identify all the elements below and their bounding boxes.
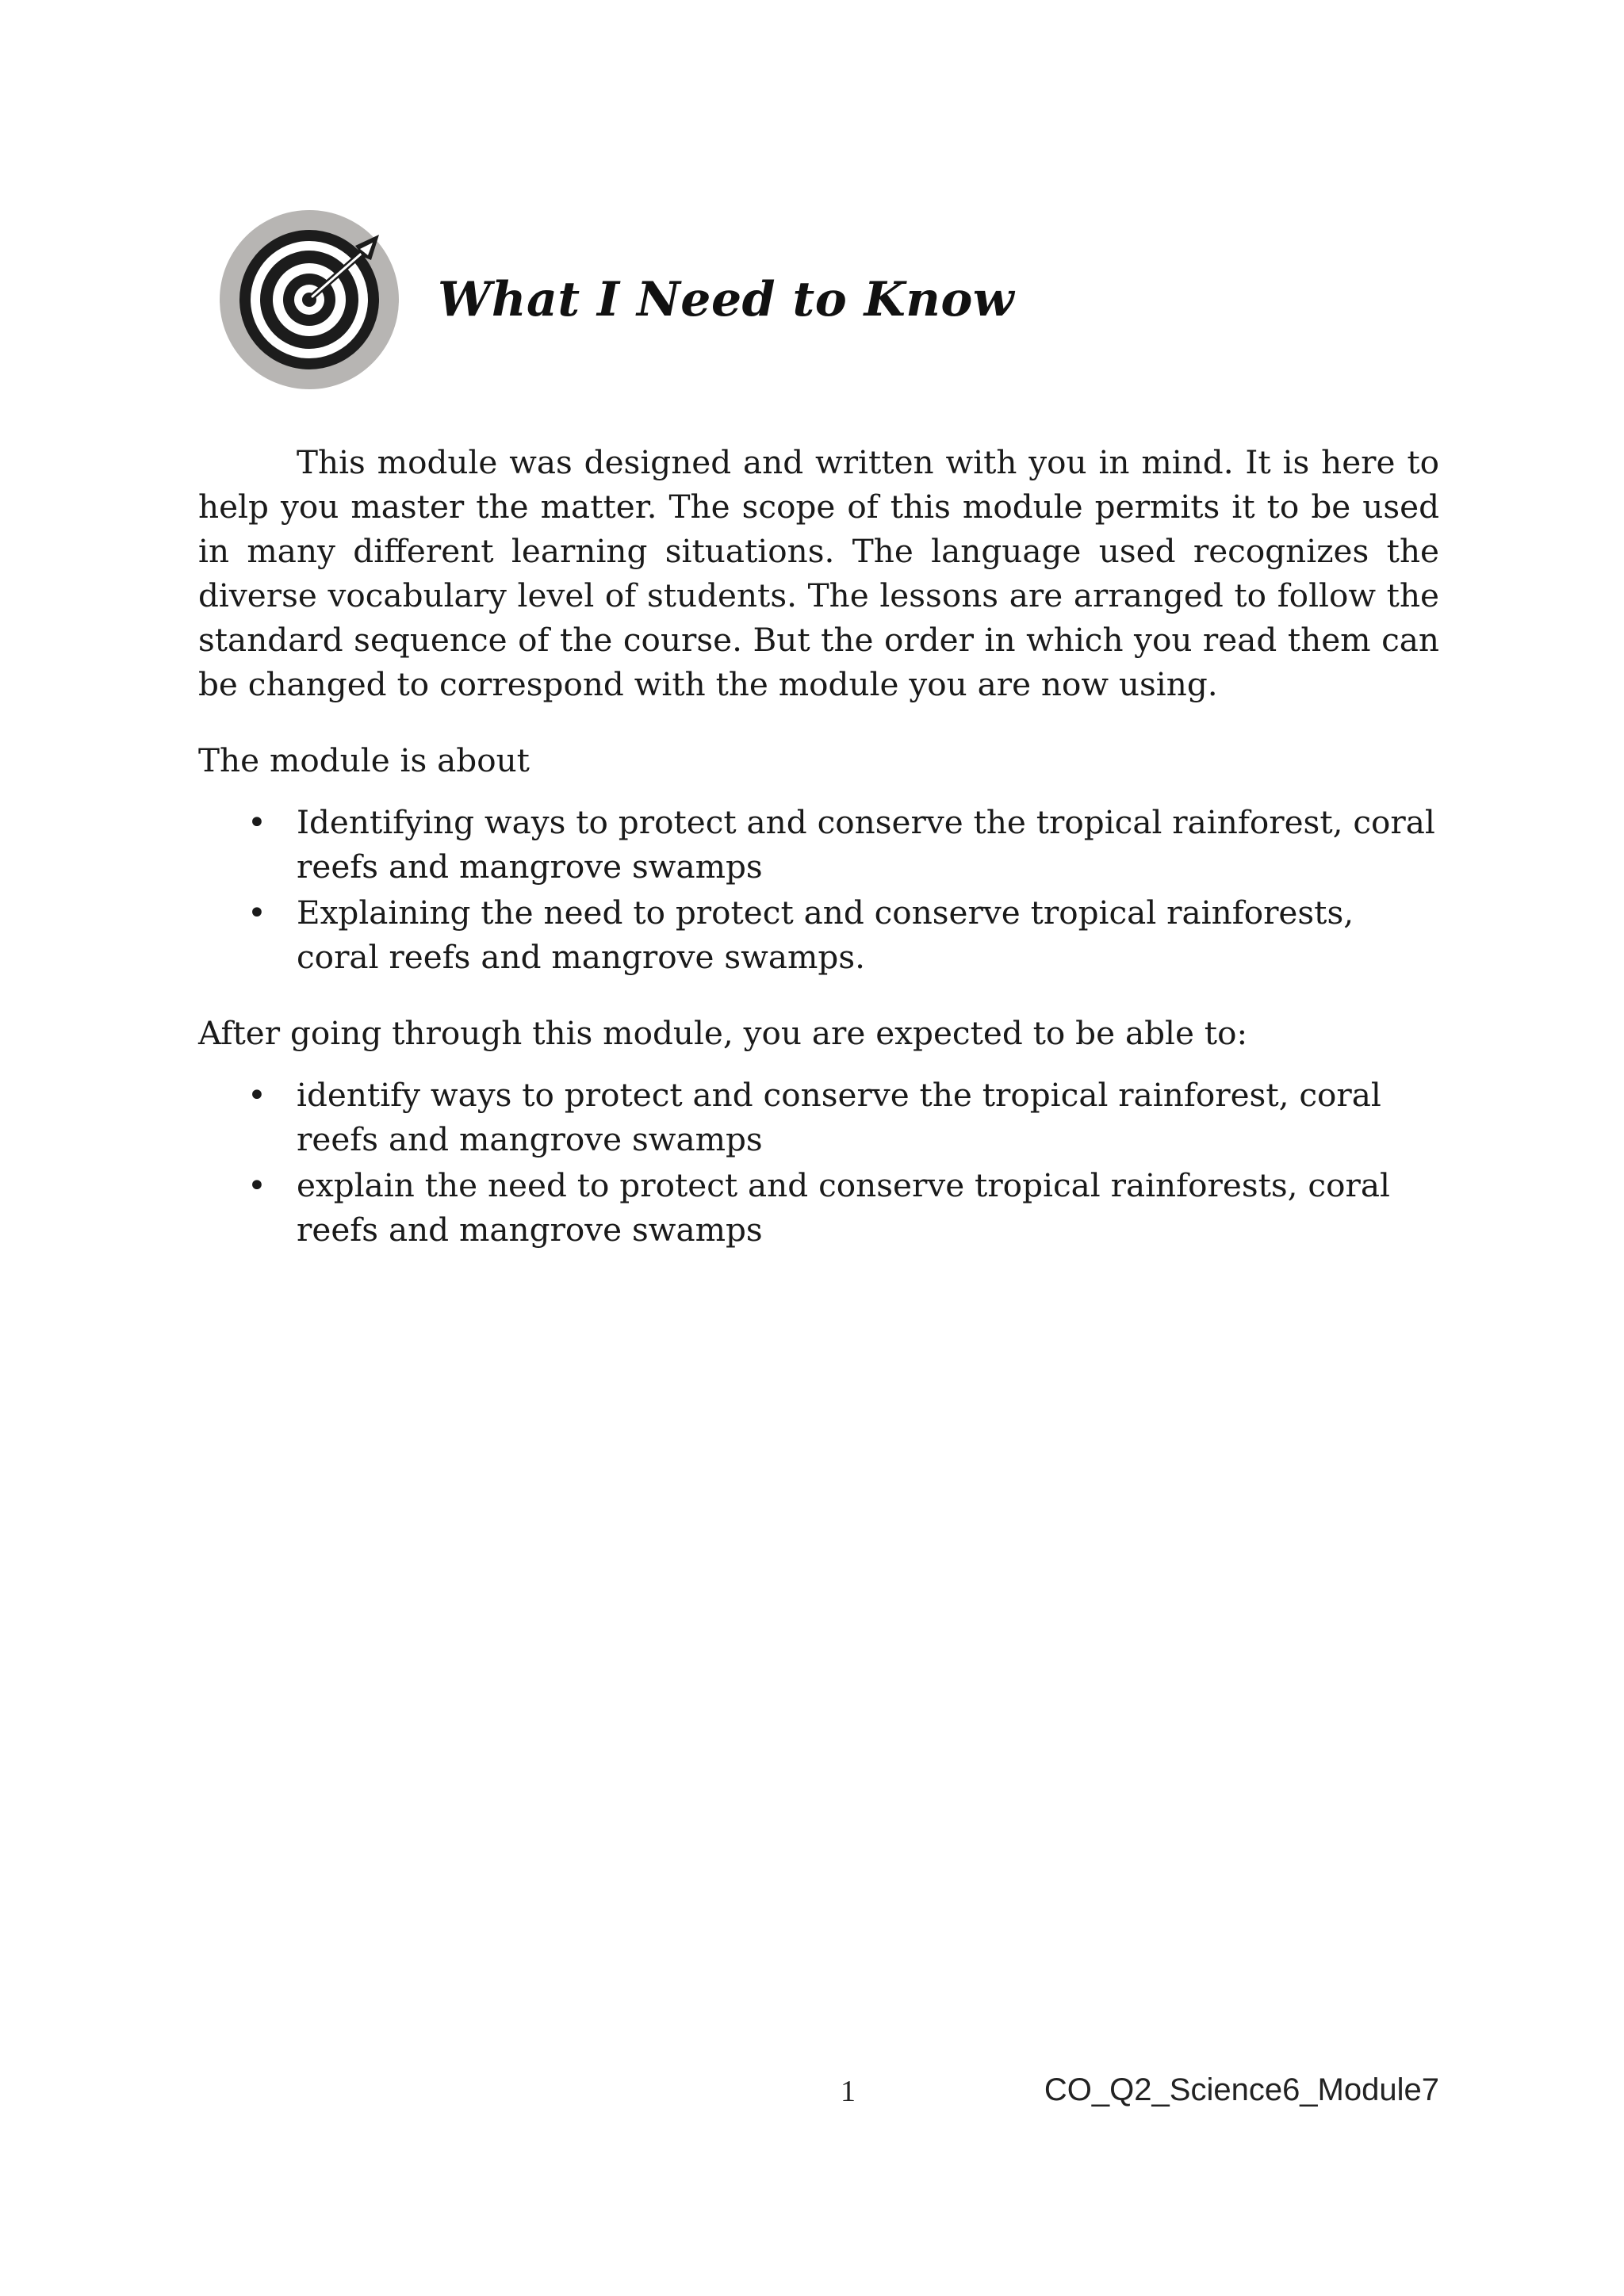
section-header	[216, 205, 1014, 395]
main-content	[198, 440, 1439, 1253]
objectives-lead: After going through this module, you are expected to be able to:	[198, 1014, 1248, 1052]
target-icon	[216, 205, 406, 395]
page-title: What I Need to Know	[438, 272, 1015, 327]
bullet-icon: •	[247, 894, 266, 932]
list-item-text: explain the need to protect and conserve tropical rainforests, coral reefs and mangrove swamps	[297, 1166, 1390, 1249]
list-item-text: identify ways to protect and conserve the tropical rainforest, coral reefs and mangrove swamps	[297, 1076, 1381, 1158]
objectives-list	[198, 1073, 1439, 1252]
list-item-text: Identifying ways to protect and conserve the tropical rainforest, coral reefs and mangrove swamps	[297, 803, 1435, 886]
about-list	[198, 800, 1439, 979]
intro-paragraph: This module was designed and written with you in mind. It is here to help you master the matter. The scope of this module permits it to be used in many different learning situations. The language used recognizes the diverse vocabulary level of students. The lessons are arranged to follow the standard sequence of the course. But the order in which you read them can be changed to correspond with the module you are now using.	[198, 443, 1439, 703]
list-item	[198, 800, 1439, 889]
list-item-text: Explaining the need to protect and conserve tropical rainforests, coral reefs and mangrove swamps.	[297, 894, 1354, 976]
bullet-icon: •	[247, 803, 266, 841]
module-code: CO_Q2_Science6_Module7	[1044, 2072, 1439, 2107]
bullet-icon: •	[247, 1166, 266, 1204]
page-number: 1	[841, 2075, 856, 2108]
list-item	[198, 890, 1439, 979]
bullet-icon: •	[247, 1076, 266, 1114]
list-item	[198, 1073, 1439, 1161]
list-item	[198, 1163, 1439, 1252]
about-lead: The module is about	[198, 741, 530, 779]
